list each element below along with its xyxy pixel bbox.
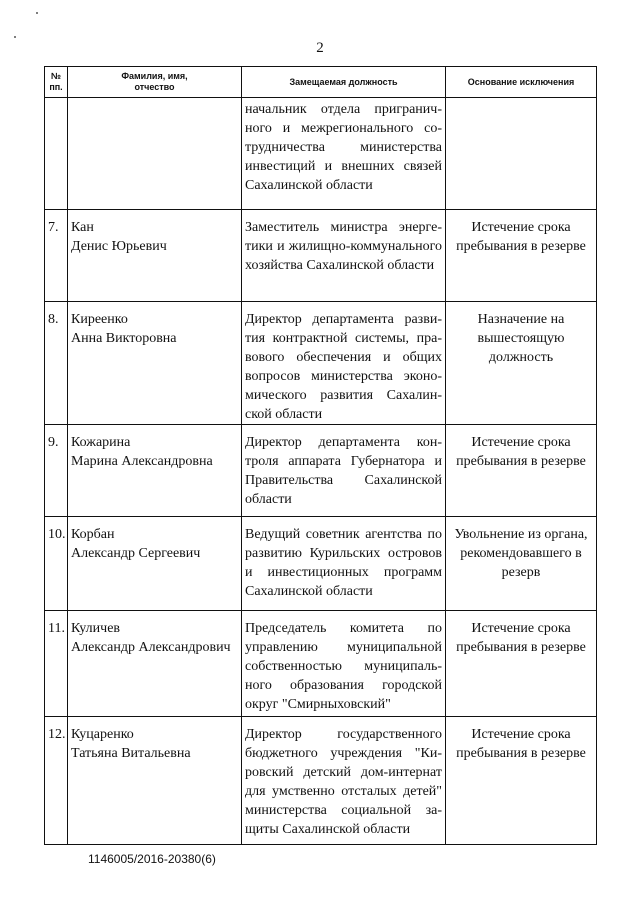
cell-position: Директор департамента контроля аппарата Губернатора и Правительства Сахалинской области [242,425,446,517]
table-row [45,717,597,845]
cell-position: Директор департамента развития контрактной системы, правового обеспечения и общих вопросов министерства экономического развития Сахалинской области [242,302,446,425]
cell-name: Киреенко Анна Викторовна [68,302,242,425]
cell-reason: Истечение срока пребывания в резерве [446,425,597,517]
cell-name: Корбан Александр Сергеевич [68,517,242,611]
cell-reason [446,98,597,210]
header-position-label: Замещаемая должность [289,76,398,87]
cell-num: 12. [45,717,68,845]
cell-num: 8. [45,302,68,425]
cell-reason: Истечение срока пребывания в резерве [446,611,597,717]
header-name [68,67,242,98]
header-reason-label: Основание исключения [467,76,575,87]
cell-name: Куличев Александр Александрович [68,611,242,717]
cell-position: Председатель комитета по управлению муниципальной собственностью муниципального образования городской округ "Смирныховский" [242,611,446,717]
cell-name: Куцаренко Татьяна Витальевна [68,717,242,845]
header-name-label: Фамилия, имя, отчество [121,71,188,92]
header-num [45,67,68,98]
cell-position: Ведущий советник агентства по развитию Курильских островов и инвестиционных программ Сахалинской области [242,517,446,611]
page-number: 2 [316,40,324,56]
table-row [45,517,597,611]
cell-num: 11. [45,611,68,717]
scan-speck [14,36,16,38]
cell-name [68,98,242,210]
cell-num [45,98,68,210]
table-row [45,611,597,717]
cell-name: Кан Денис Юрьевич [68,210,242,302]
cell-reason: Истечение срока пребывания в резерве [446,210,597,302]
cell-reason: Назначение на вышестоящую должность [446,302,597,425]
table-header-row [45,67,597,98]
table-row [45,302,597,425]
table-row [45,425,597,517]
cell-num: 7. [45,210,68,302]
reserve-table [44,66,597,845]
cell-position: Директор государственного бюджетного учреждения "Кировский детский дом-интернат для умственно отсталых детей" министерства социальной защиты Сахалинской области [242,717,446,845]
cell-num: 10. [45,517,68,611]
cell-reason: Увольнение из органа, рекомендовавшего в резерв [446,517,597,611]
cell-reason: Истечение срока пребывания в резерве [446,717,597,845]
scan-speck [36,12,38,14]
header-position [242,67,446,98]
table-row-continuation [45,98,597,210]
header-num-label: № пп. [49,71,63,92]
cell-position: начальник отдела приграничного и межрегионального сотрудничества министерства инвестиций и внешних связей Сахалинской области [242,98,446,210]
cell-name: Кожарина Марина Александровна [68,425,242,517]
cell-position: Заместитель министра энергетики и жилищно-коммунального хозяйства Сахалинской области [242,210,446,302]
table-row [45,210,597,302]
header-reason [446,67,597,98]
document-code: 1146005/2016-20380(6) [88,852,216,866]
cell-num: 9. [45,425,68,517]
